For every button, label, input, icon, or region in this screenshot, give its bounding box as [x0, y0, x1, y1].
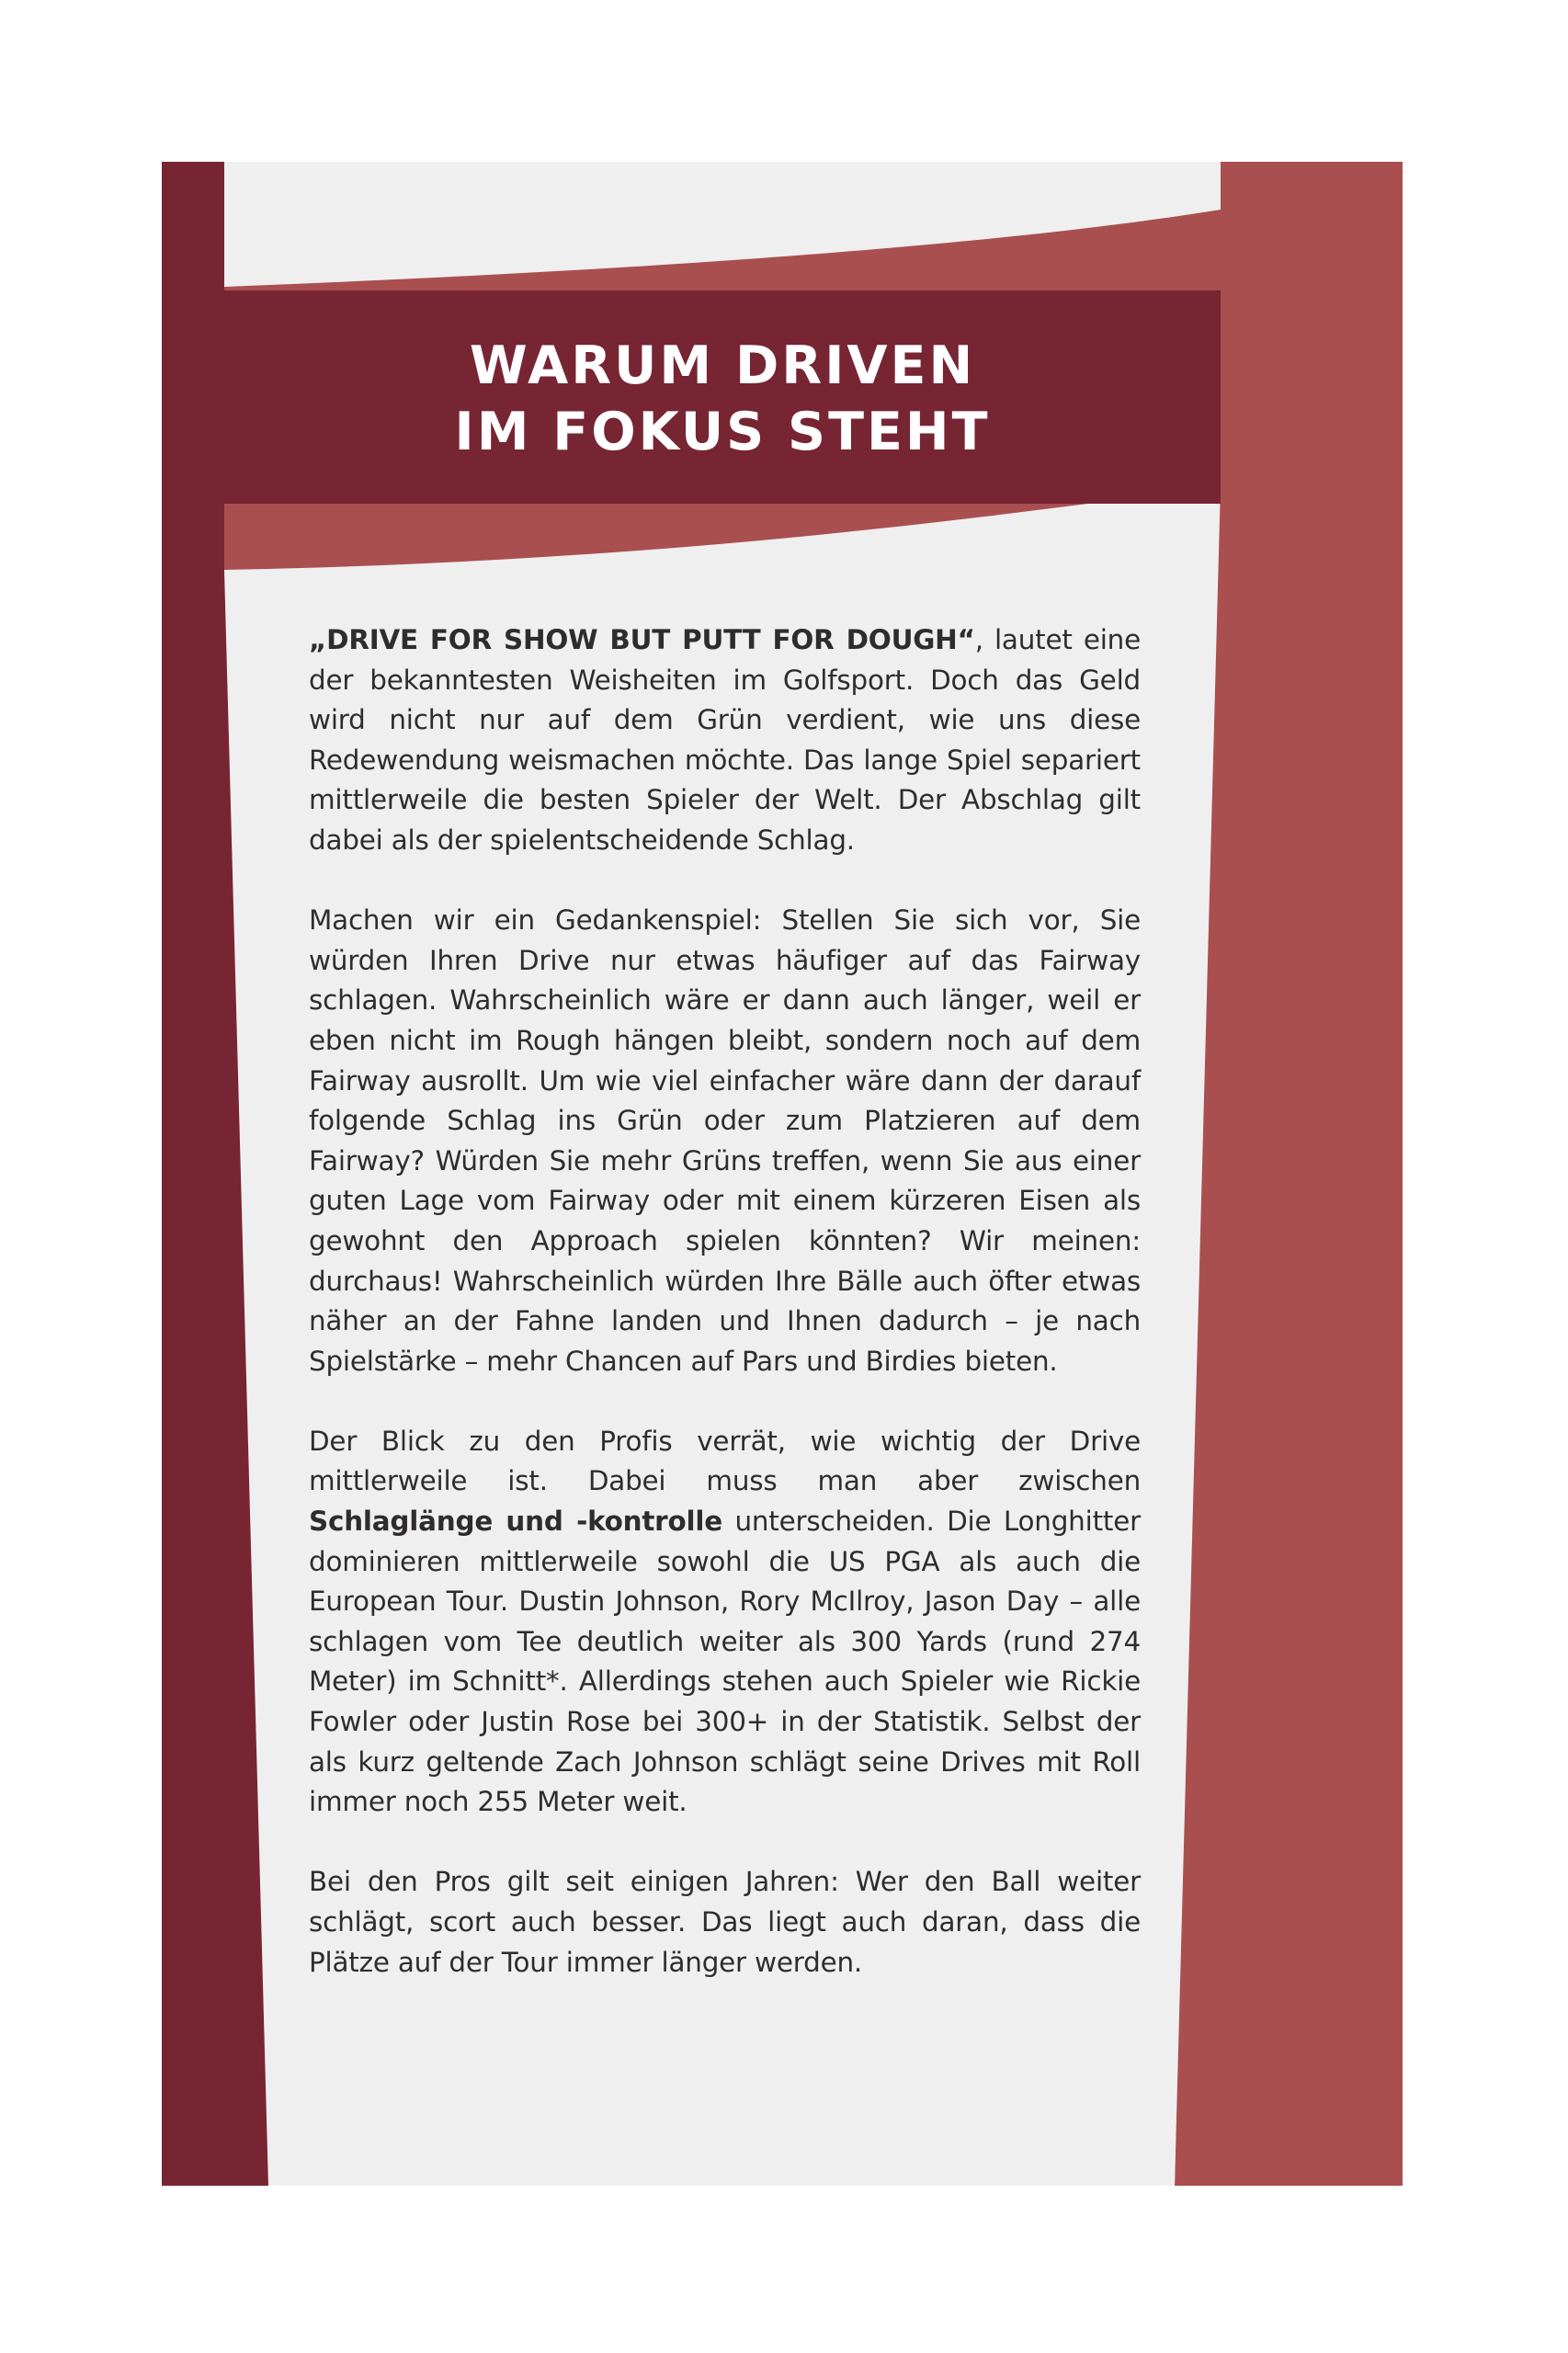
paragraph-1-text: , lautet eine der bekanntesten Weisheiten im Golfsport. Doch das Geld wird nicht nur auf dem Grün verdient, wie uns diese Redewendung weismachen möchte. Das lange Spiel separiert mittlerweile die besten Spieler der Welt. Der Abschlag gilt dabei als der spielentscheidende Schlag.	[309, 624, 1141, 856]
paragraph-3-text-before: Der Blick zu den Profis verrät, wie wichtig der Drive mittlerweile ist. Dabei muss man aber zwischen	[309, 1425, 1141, 1497]
title-line-1: WARUM DRIVEN	[469, 335, 976, 396]
title-line-2: IM FOKUS STEHT	[454, 402, 991, 462]
paragraph-3-text-after: unterscheiden. Die Longhitter dominieren mittlerweile sowohl die US PGA als auch die European Tour. Dustin Johnson, Rory McIlroy, Jason Day – alle schlagen vom Tee deutlich weiter als 300 Yards (rund 274 Meter) im Schnitt*. Allerdings stehen auch Spieler wie Rickie Fowler oder Justin Rose bei 300+ in der Statistik. Selbst der als kurz geltende Zach Johnson schlägt seine Drives mit Roll immer noch 255 Meter weit.	[309, 1506, 1141, 1818]
quote-emphasis: „DRIVE FOR SHOW BUT PUTT FOR DOUGH“	[309, 624, 975, 655]
page-title	[228, 333, 1217, 465]
paragraph-1	[309, 620, 1141, 861]
paragraph-3-emphasis: Schlaglänge und -kontrolle	[309, 1506, 722, 1538]
paragraph-4: Bei den Pros gilt seit einigen Jahren: Wer den Ball weiter schlägt, scort auch besser. Das liegt auch daran, dass die Plätze auf der Tour immer länger werden.	[309, 1866, 1141, 1978]
paragraph-2: Machen wir ein Gedankenspiel: Stellen Sie sich vor, Sie würden Ihren Drive nur etwas häufiger auf das Fairway schlagen. Wahrscheinlich wäre er dann auch länger, weil er eben nicht im Rough hängen bleibt, sondern noch auf dem Fairway ausrollt. Um wie viel einfacher wäre dann der darauf folgende Schlag ins Grün oder zum Platzieren auf dem Fairway? Würden Sie mehr Grüns treffen, wenn Sie aus einer guten Lage vom Fairway oder mit einem kürzeren Eisen als gewohnt den Approach spielen könnten? Wir meinen: durchaus! Wahrscheinlich würden Ihre Bälle auch öfter etwas näher an der Fahne landen und Ihnen dadurch – je nach Spielstärke – mehr Chancen auf Pars und Birdies bieten.	[309, 904, 1141, 1377]
paragraph-3	[309, 1422, 1141, 1823]
article-body	[309, 620, 1141, 2023]
